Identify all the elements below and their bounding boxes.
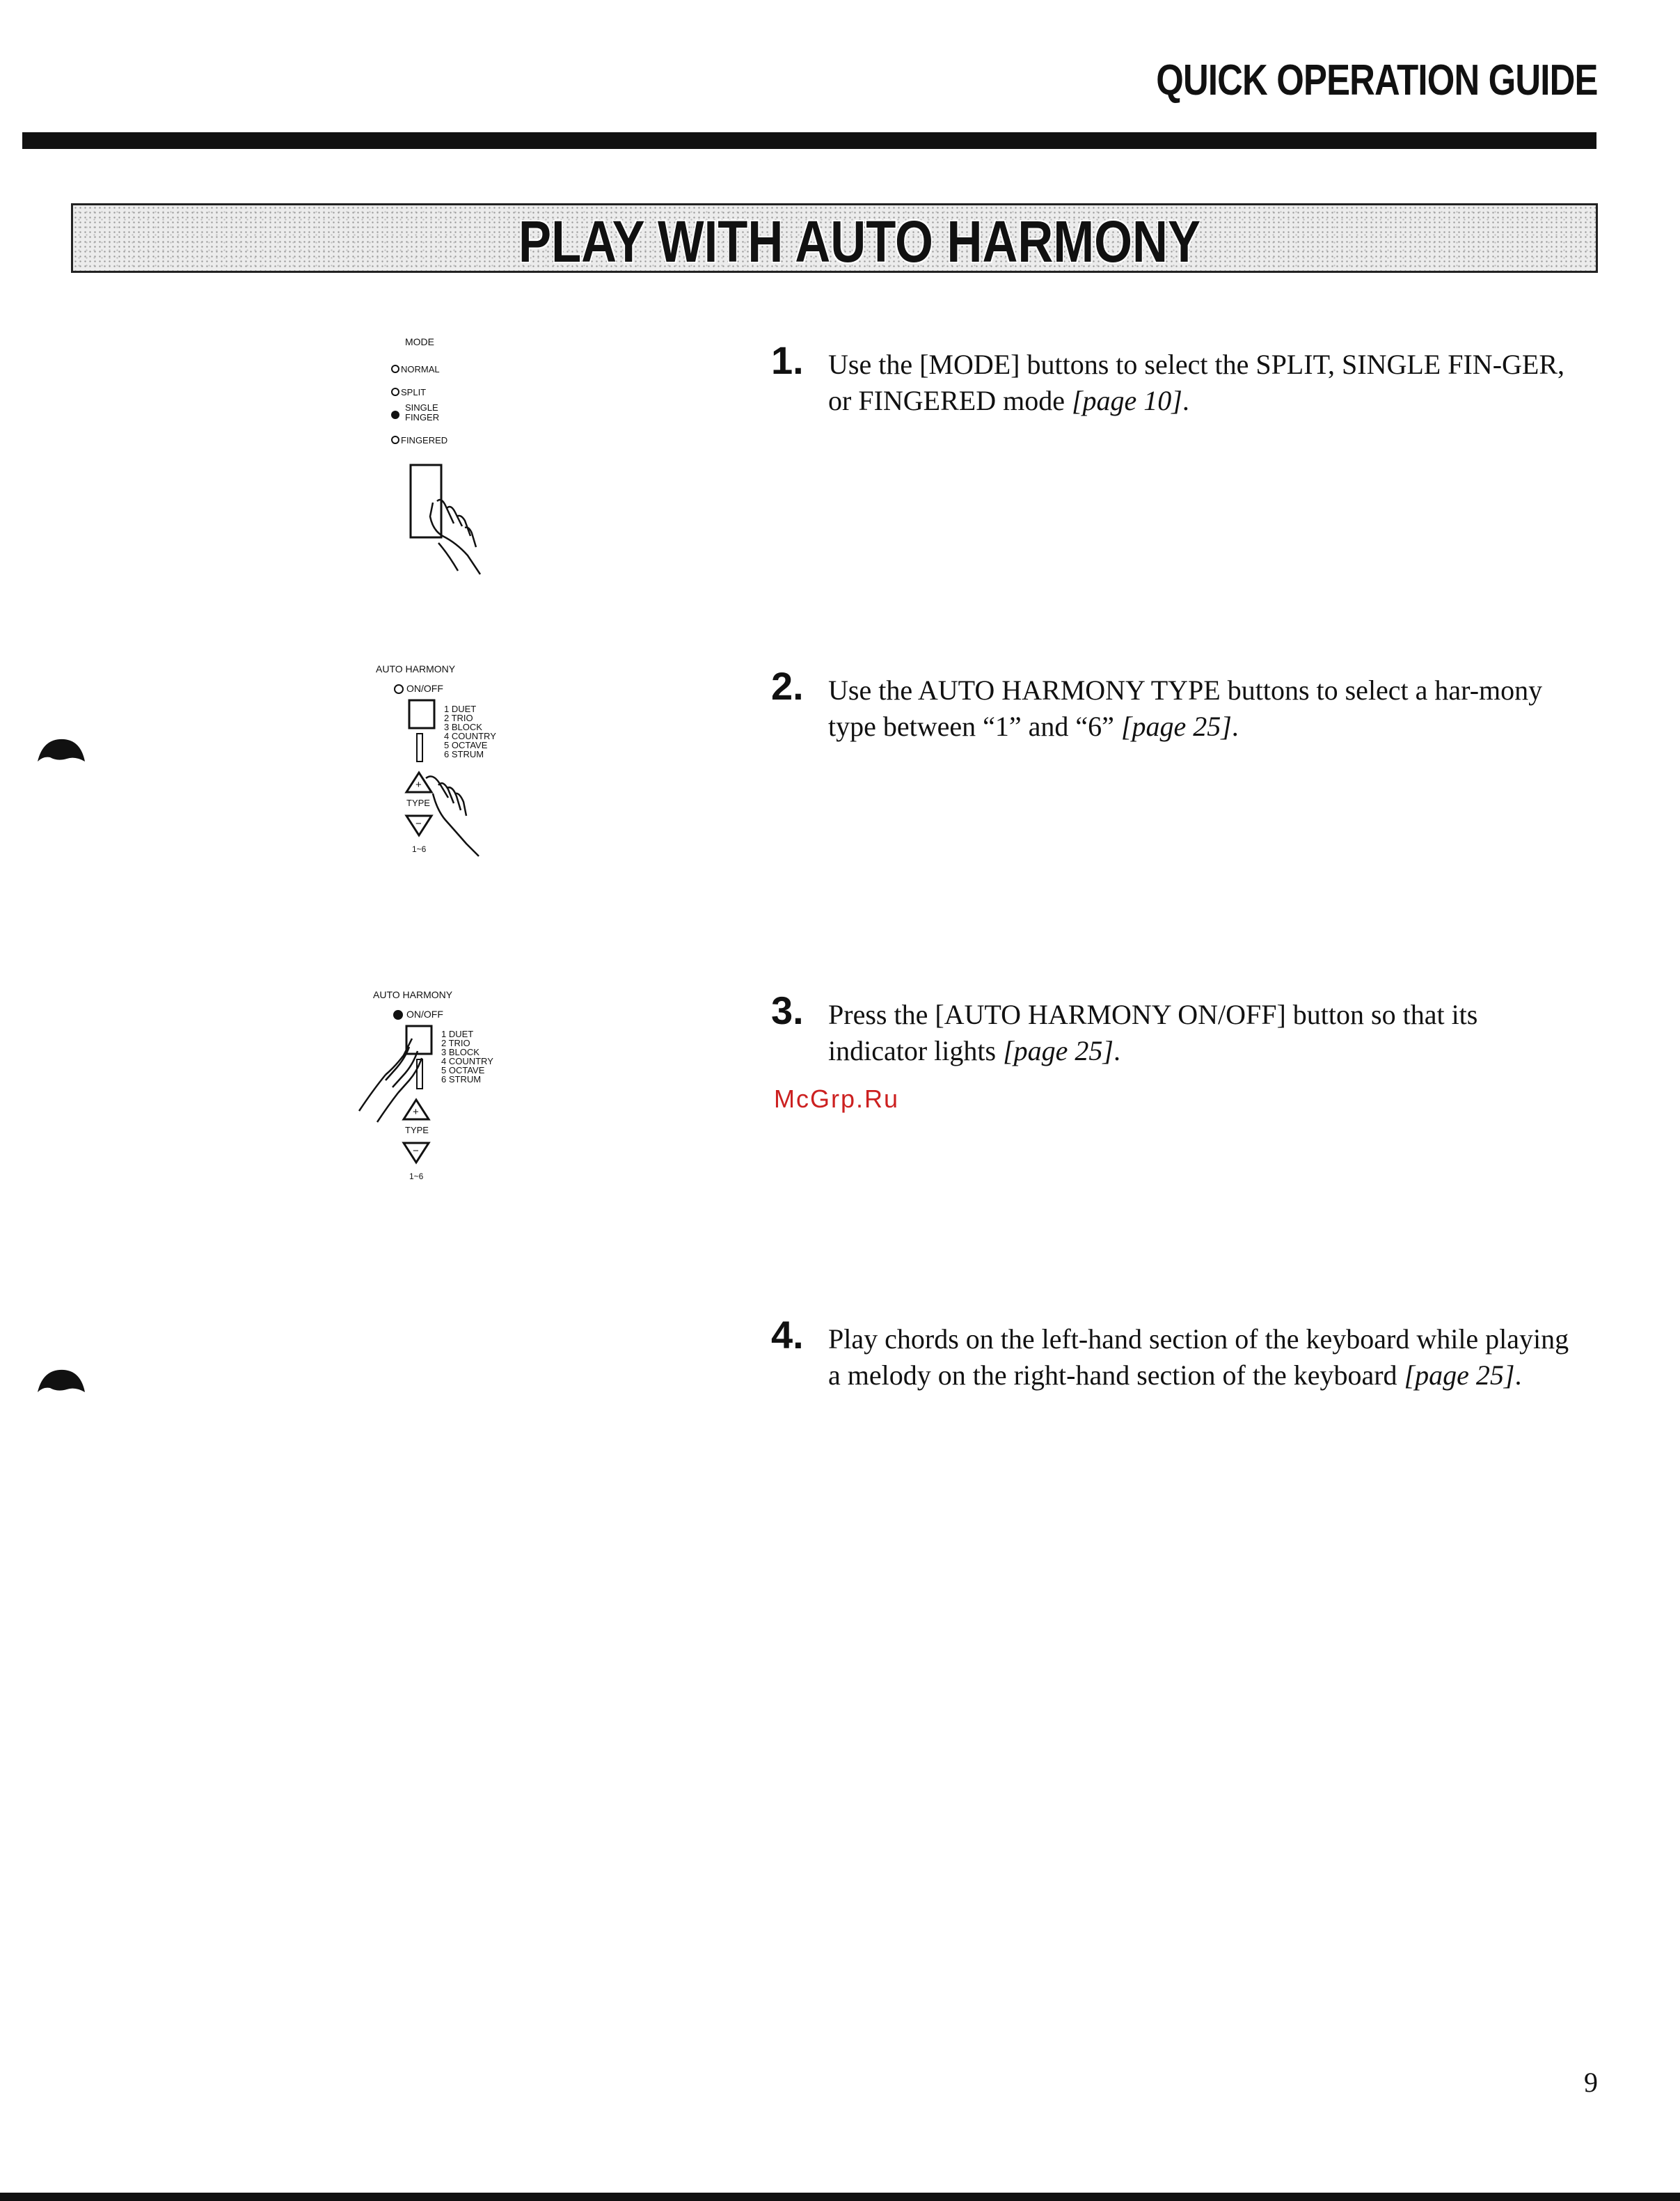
- on-off-button-icon: [409, 700, 434, 728]
- type-5: 5 OCTAVE: [441, 1065, 485, 1075]
- indicator-single-finger-icon: [391, 411, 399, 419]
- on-off-label: ON/OFF: [406, 1009, 443, 1020]
- page-reference: [page 25]: [1120, 711, 1232, 742]
- mode-option-split: SPLIT: [401, 387, 427, 397]
- type-3: 3 BLOCK: [444, 722, 482, 732]
- harmony-on-off-diagram: [345, 986, 526, 1222]
- step-1: [771, 338, 1571, 419]
- type-2: 2 TRIO: [441, 1038, 470, 1048]
- section-banner: [71, 203, 1598, 273]
- mode-option-single: SINGLE: [405, 402, 438, 413]
- harmony-type-diagram: [376, 661, 543, 898]
- header-rule: [22, 132, 1596, 149]
- mode-label: MODE: [405, 336, 434, 347]
- mode-option-fingered: FINGERED: [401, 435, 448, 445]
- step-text: [828, 347, 1571, 419]
- step-number: 3.: [771, 988, 804, 1032]
- plus-sign: +: [413, 1106, 419, 1118]
- section-title: PLAY WITH AUTO HARMONY: [518, 209, 1201, 274]
- auto-harmony-label: AUTO HARMONY: [373, 989, 453, 1000]
- indicator-fingered-icon: [392, 436, 399, 443]
- type-label: TYPE: [406, 798, 430, 808]
- mode-button-icon: [411, 465, 441, 537]
- step-text: [828, 997, 1571, 1069]
- type-5: 5 OCTAVE: [444, 740, 488, 750]
- step-text: [828, 1321, 1571, 1394]
- indicator-split-icon: [392, 388, 399, 395]
- step-number: 1.: [771, 338, 804, 382]
- page-reference: [page 25]: [1404, 1359, 1515, 1391]
- mode-option-finger: FINGER: [405, 412, 440, 423]
- step-period: .: [1113, 1035, 1120, 1066]
- indicator-normal-icon: [392, 365, 399, 372]
- step-4: [771, 1313, 1571, 1394]
- minus-sign: −: [415, 818, 422, 830]
- step-number: 4.: [771, 1313, 804, 1357]
- step-instruction: Press the [AUTO HARMONY ON/OFF] button so that its indicator lights: [828, 999, 1478, 1066]
- step-period: .: [1182, 385, 1189, 416]
- step-period: .: [1514, 1359, 1522, 1391]
- on-off-label: ON/OFF: [406, 683, 443, 694]
- harmony-indicator-lit-icon: [393, 1010, 403, 1020]
- step-instruction: Use the AUTO HARMONY TYPE buttons to select a har-mony type between “1” and “6”: [828, 674, 1543, 742]
- type-6: 6 STRUM: [444, 749, 484, 759]
- type-1: 1 DUET: [444, 704, 477, 714]
- type-label: TYPE: [405, 1125, 429, 1135]
- on-off-button-icon: [406, 1026, 431, 1054]
- step-2: [771, 664, 1571, 745]
- type-3: 3 BLOCK: [441, 1047, 480, 1057]
- binder-hole-mark-icon: [36, 1366, 86, 1396]
- step-instruction: Play chords on the left-hand section of the keyboard while playing a melody on the right-hand section of the keyboard: [828, 1323, 1569, 1391]
- step-period: .: [1231, 711, 1239, 742]
- step-number: 2.: [771, 664, 804, 708]
- type-range-label: 1~6: [412, 844, 427, 854]
- step-instruction: Use the [MODE] buttons to select the SPLIT, SINGLE FIN-GER, or FINGERED mode: [828, 349, 1565, 416]
- step-3: [771, 988, 1571, 1069]
- mode-button-diagram: [390, 334, 529, 613]
- harmony-indicator-icon: [395, 685, 403, 693]
- type-6: 6 STRUM: [441, 1074, 482, 1084]
- plus-sign: +: [415, 779, 422, 791]
- minus-sign: −: [413, 1145, 419, 1157]
- page-reference: [page 25]: [1003, 1035, 1114, 1066]
- type-4: 4 COUNTRY: [441, 1056, 493, 1066]
- footer-rule: [0, 2193, 1680, 2201]
- type-2: 2 TRIO: [444, 713, 473, 723]
- page-header-title: QUICK OPERATION GUIDE: [1156, 56, 1598, 104]
- page-reference: [page 10]: [1071, 385, 1182, 416]
- pressing-hand-icon: [426, 776, 479, 856]
- type-4: 4 COUNTRY: [444, 731, 496, 741]
- binder-hole-mark-icon: [36, 735, 86, 766]
- indicator-bar-icon: [417, 734, 422, 762]
- mode-option-normal: NORMAL: [401, 364, 440, 374]
- type-1: 1 DUET: [441, 1029, 474, 1039]
- step-text: [828, 672, 1571, 745]
- auto-harmony-label: AUTO HARMONY: [376, 663, 456, 674]
- page-number: 9: [1584, 2067, 1598, 2098]
- watermark: McGrp.Ru: [774, 1084, 900, 1113]
- type-range-label: 1~6: [409, 1172, 424, 1181]
